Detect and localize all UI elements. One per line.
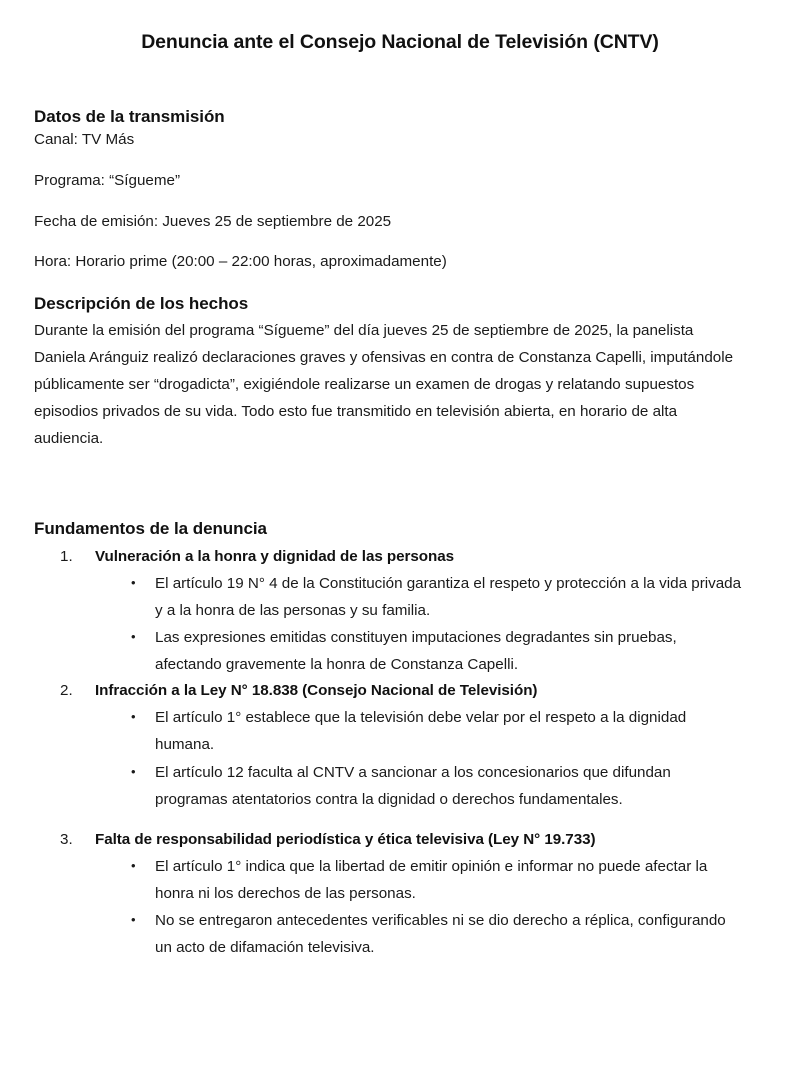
list-item bbox=[95, 759, 745, 813]
fundamento-item-1 bbox=[34, 544, 745, 678]
list-item bbox=[95, 624, 745, 678]
bullet-icon: • bbox=[131, 911, 136, 927]
fundamento-item-3 bbox=[34, 827, 745, 961]
bullet-icon: • bbox=[131, 629, 136, 645]
bullet-icon: • bbox=[131, 575, 136, 591]
section-spacer bbox=[34, 452, 745, 518]
section-heading-fundamentos: Fundamentos de la denuncia bbox=[34, 518, 267, 538]
list-item bbox=[95, 570, 745, 624]
list-spacer bbox=[34, 813, 745, 827]
bullet-text: El artículo 1° indica que la libertad de emitir opinión e informar no puede afectar la honra ni los derechos de las personas. bbox=[155, 857, 708, 902]
transmision-line-hora: Hora: Horario prime (20:00 – 22:00 horas, aproximadamente) bbox=[34, 253, 447, 271]
list-item bbox=[95, 907, 745, 961]
transmision-line-fecha: Fecha de emisión: Jueves 25 de septiembre de 2025 bbox=[34, 212, 392, 230]
bullet-icon: • bbox=[131, 857, 136, 873]
fundamento-item-2 bbox=[34, 678, 745, 812]
fundamentos-list bbox=[34, 544, 745, 961]
fundamento-number-3: 3. bbox=[60, 830, 73, 848]
section-heading-descripcion-hechos: Descripción de los hechos bbox=[34, 293, 249, 313]
document-body bbox=[0, 106, 800, 961]
transmision-line-programa: Programa: “Sígueme” bbox=[34, 171, 181, 189]
transmision-line-canal: Canal: TV Más bbox=[34, 131, 135, 149]
section-heading-datos-transmision: Datos de la transmisión bbox=[34, 107, 225, 127]
fundamento-2-bullets bbox=[95, 704, 745, 812]
list-item bbox=[95, 853, 745, 907]
bullet-text: El artículo 12 faculta al CNTV a sancionar a los concesionarios que difundan programas atentatorios contra la dignidad o derechos fundamentales. bbox=[155, 763, 671, 808]
section-datos-transmision bbox=[34, 106, 745, 272]
fundamento-number-1: 1. bbox=[60, 547, 73, 565]
bullet-text: Las expresiones emitidas constituyen imputaciones degradantes sin pruebas, afectando gravemente la honra de Constanza Capelli. bbox=[155, 629, 677, 674]
list-item bbox=[95, 704, 745, 758]
fundamento-title-3: Falta de responsabilidad periodística y ética televisiva (Ley N° 19.733) bbox=[95, 830, 596, 848]
section-fundamentos bbox=[34, 518, 745, 961]
document-title: Denuncia ante el Consejo Nacional de Televisión (CNTV) bbox=[141, 31, 659, 53]
section-descripcion-hechos bbox=[34, 293, 745, 452]
fundamento-3-bullets bbox=[95, 853, 745, 961]
descripcion-hechos-paragraph: Durante la emisión del programa “Sígueme” del día jueves 25 de septiembre de 2025, la panelista Daniela Aránguiz realizó declaraciones graves y ofensivas en contra de Constanza Capelli, imputándole públicamente ser “drogadicta”, exigiéndole realizarse un examen de drogas y relatando supuestos episodios privados de su vida. Todo esto fue transmitido en televisión abierta, en horario de alta audiencia. bbox=[34, 321, 734, 447]
fundamento-title-2: Infracción a la Ley N° 18.838 (Consejo Nacional de Televisión) bbox=[95, 682, 538, 700]
fundamento-1-bullets bbox=[95, 570, 745, 678]
bullet-icon: • bbox=[131, 763, 136, 779]
bullet-text: No se entregaron antecedentes verificables ni se dio derecho a réplica, configurando un acto de difamación televisiva. bbox=[155, 911, 726, 956]
fundamento-title-1: Vulneración a la honra y dignidad de las personas bbox=[95, 547, 455, 565]
fundamento-number-2: 2. bbox=[60, 682, 73, 700]
bullet-text: El artículo 19 N° 4 de la Constitución garantiza el respeto y protección a la vida privada y a la honra de las personas y su familia. bbox=[155, 575, 742, 620]
bullet-icon: • bbox=[131, 709, 136, 725]
bullet-text: El artículo 1° establece que la televisión debe velar por el respeto a la dignidad humana. bbox=[155, 709, 687, 754]
